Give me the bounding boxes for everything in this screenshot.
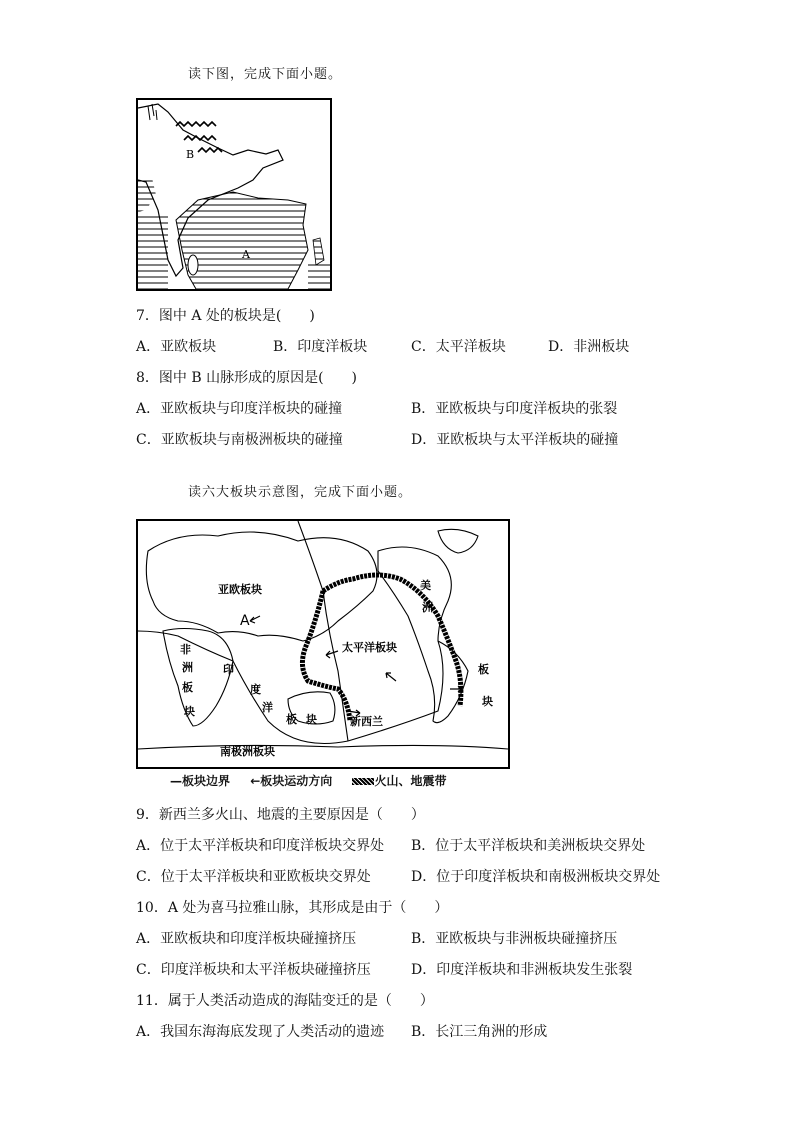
q11-option-b[interactable]: B．长江三角洲的形成 — [411, 1024, 548, 1040]
label-new-zealand: 新西兰 — [350, 715, 383, 728]
label-africa-2: 板 — [182, 681, 193, 694]
legend-volcano: 火山、地震带 — [374, 774, 447, 788]
q10-option-d[interactable]: D．印度洋板块和非洲板块发生张裂 — [411, 962, 633, 978]
q10-option-c[interactable]: C．印度洋板块和太平洋板块碰撞挤压 — [136, 962, 371, 978]
q7-option-d[interactable]: D．非洲板块 — [548, 339, 630, 355]
volcano-swatch-icon — [352, 778, 374, 785]
label-pacific-plate: 太平洋板块 — [342, 641, 397, 654]
plates-map-drawing — [138, 521, 508, 767]
q10-option-b[interactable]: B．亚欧板块与非洲板块碰撞挤压 — [411, 931, 618, 947]
q11-stem: 11．属于人类活动造成的海陆变迁的是（ ） — [136, 993, 434, 1009]
india-map-drawing — [138, 100, 330, 289]
label-a: A — [242, 248, 250, 261]
q7-option-b[interactable]: B．印度洋板块 — [273, 339, 368, 355]
label-america-0: 美 — [420, 579, 431, 592]
label-indian-2: 洋 — [262, 701, 273, 714]
q9-option-c[interactable]: C．位于太平洋板块和亚欧板块交界处 — [136, 869, 371, 885]
q8-stem: 8．图中 B 山脉形成的原因是( ) — [136, 370, 358, 386]
map-legend — [170, 772, 446, 789]
label-a-himalaya: A — [240, 613, 250, 629]
label-america-2: 板 — [478, 663, 489, 676]
q10-stem: 10．A 处为喜马拉雅山脉，其形成是由于（ ） — [136, 900, 449, 916]
section2-intro: 读六大板块示意图，完成下面小题。 — [188, 485, 413, 500]
india-map — [136, 98, 332, 291]
label-america-1: 洲 — [422, 601, 433, 614]
label-indian-4: 块 — [306, 713, 317, 726]
label-antarctic-plate: 南极洲板块 — [220, 745, 275, 758]
q9-option-b[interactable]: B．位于太平洋板块和美洲板块交界处 — [411, 838, 646, 854]
q10-option-a[interactable]: A．亚欧板块和印度洋板块碰撞挤压 — [136, 931, 357, 947]
q8-option-c[interactable]: C．亚欧板块与南极洲板块的碰撞 — [136, 432, 343, 448]
label-eurasia-plate: 亚欧板块 — [218, 583, 262, 596]
q9-stem: 9．新西兰多火山、地震的主要原因是（ ） — [136, 807, 425, 823]
q8-option-d[interactable]: D．亚欧板块与太平洋板块的碰撞 — [411, 432, 619, 448]
q9-option-d[interactable]: D．位于印度洋板块和南极洲板块交界处 — [411, 869, 661, 885]
q7-stem: 7．图中 A 处的板块是( ) — [136, 308, 315, 324]
legend-direction: ←板块运动方向 — [250, 774, 333, 788]
label-africa-3: 块 — [184, 705, 195, 718]
label-indian-1: 度 — [250, 683, 261, 696]
legend-boundary: —板块边界 — [170, 774, 231, 788]
q7-option-a[interactable]: A．亚欧板块 — [136, 339, 217, 355]
label-b: B — [186, 148, 195, 161]
q11-option-a[interactable]: A．我国东海海底发现了人类活动的遗迹 — [136, 1024, 385, 1040]
label-africa-1: 洲 — [182, 661, 193, 674]
plates-map — [136, 519, 510, 769]
section1-intro: 读下图，完成下面小题。 — [188, 67, 343, 82]
label-indian-3: 板 — [286, 713, 297, 726]
q8-option-b[interactable]: B．亚欧板块与印度洋板块的张裂 — [411, 401, 618, 417]
label-america-3: 块 — [482, 695, 493, 708]
label-africa-0: 非 — [180, 643, 191, 656]
q8-option-a[interactable]: A．亚欧板块与印度洋板块的碰撞 — [136, 401, 343, 417]
label-indian-0: 印 — [223, 663, 234, 676]
q7-option-c[interactable]: C．太平洋板块 — [411, 339, 506, 355]
q9-option-a[interactable]: A．位于太平洋板块和印度洋板块交界处 — [136, 838, 385, 854]
